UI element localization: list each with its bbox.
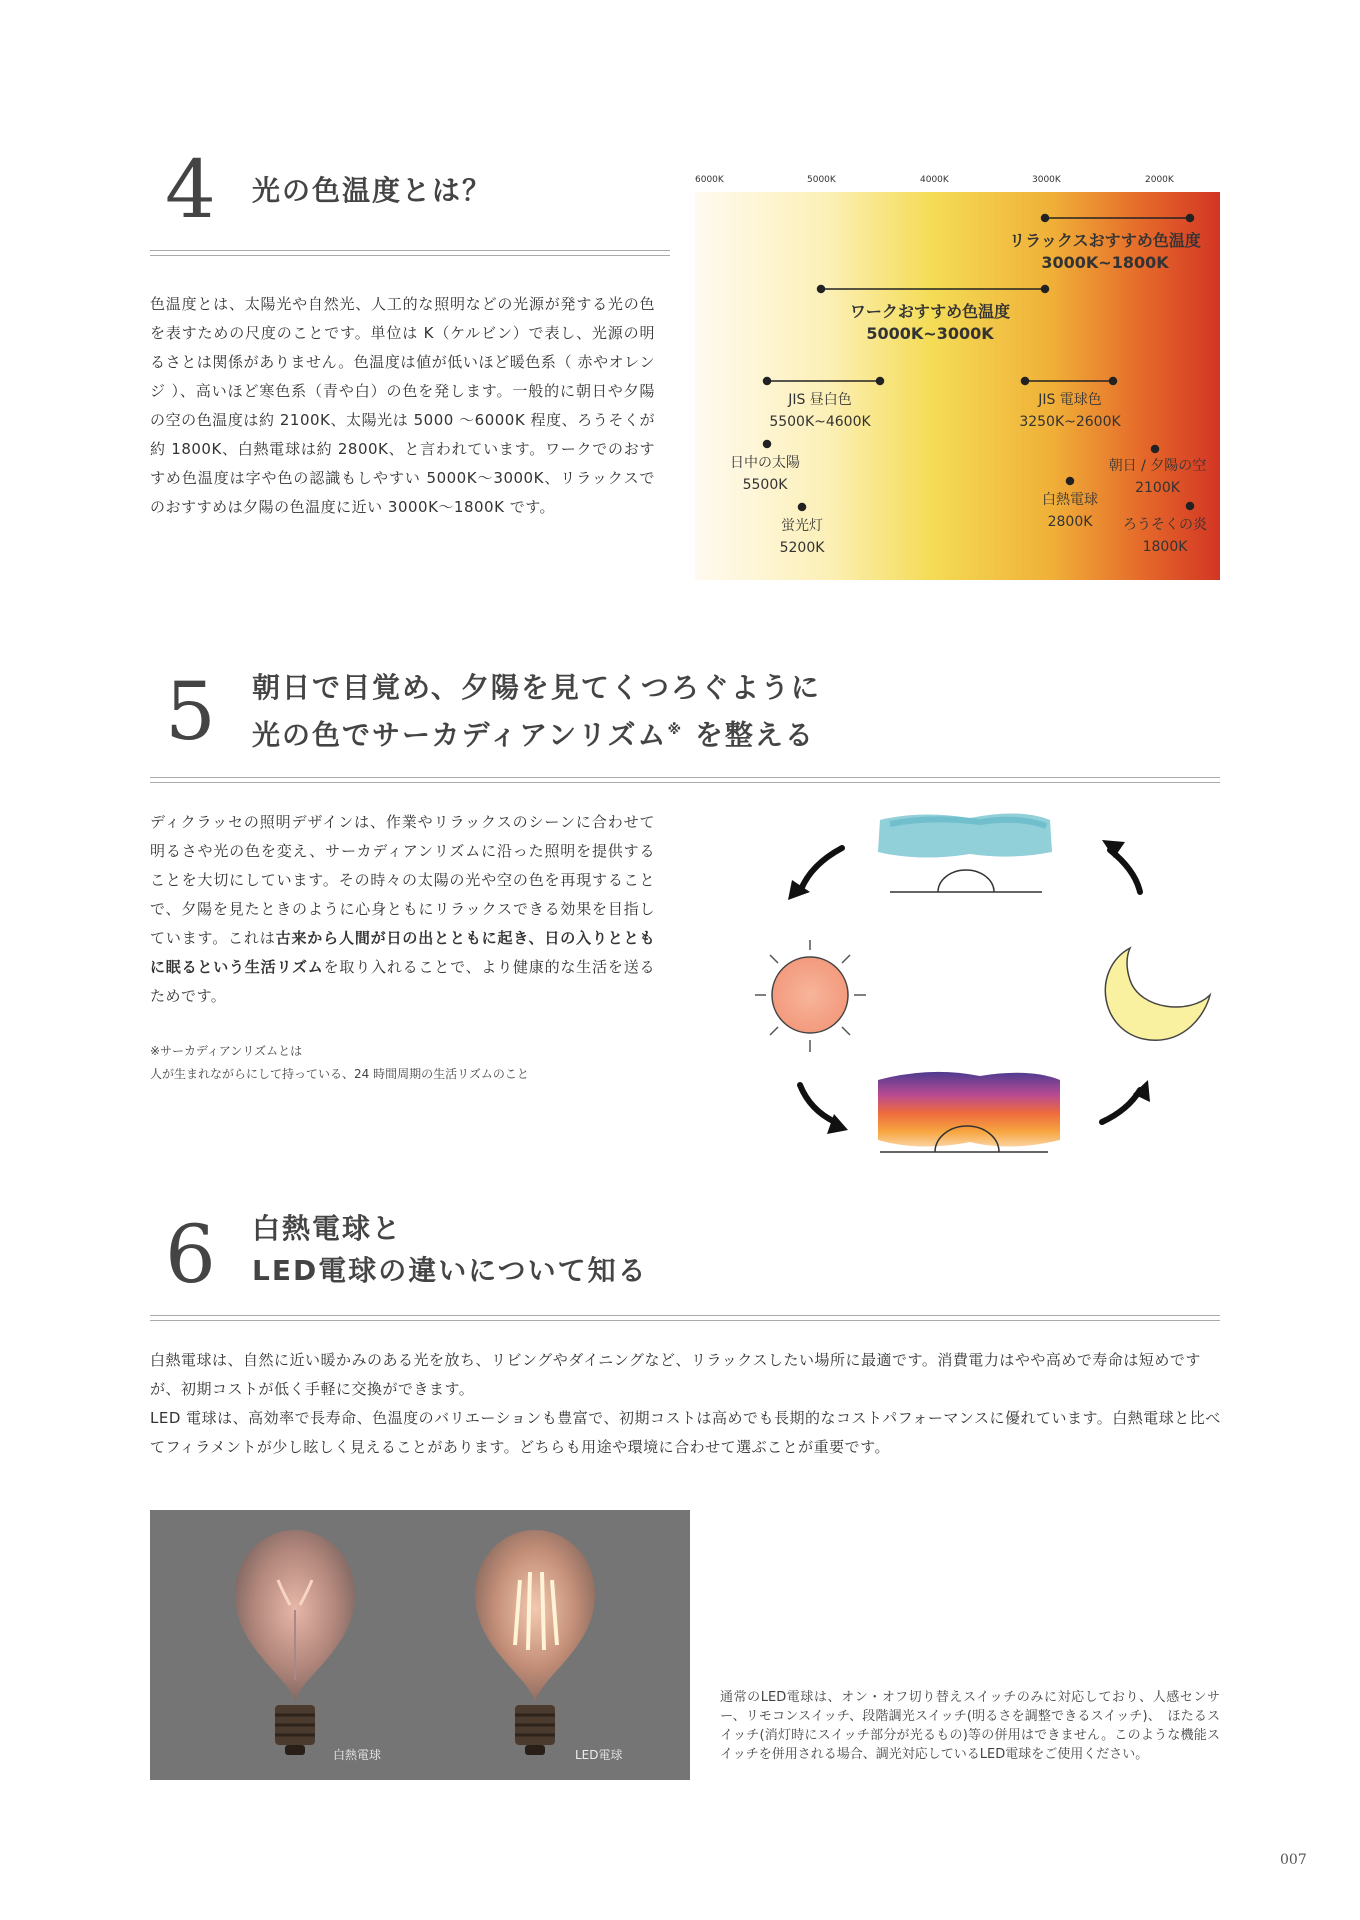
work-range-label: ワークおすすめ色温度 5000K~3000K [849,302,1011,343]
color-temperature-chart [695,170,1220,580]
bulbs-illustration [150,1510,690,1780]
daylight-sun-label: 日中の太陽 5500K [730,455,800,493]
incandescent-caption: 白熱電球 [333,1748,382,1762]
sunrise-sky-icon [878,813,1052,892]
sunset-sky-icon [878,1072,1060,1152]
circadian-cycle-illustration [730,800,1220,1180]
section-rule [150,1315,1220,1321]
arrow-icon [1102,1090,1140,1122]
point-candle [1187,503,1194,510]
tick-label: 5000K [807,175,836,185]
bulb-comparison-photo [150,1510,690,1780]
tick-label: 2000K [1145,175,1174,185]
section-paragraph: 色温度とは、太陽光や自然光、人工的な照明などの光源が発する光の色を表すための尺度のことです。単位は K（ケルビン）で表し、光源の明るさとは関係がありません。色温度は値が低いほど暖色系（ 赤やオレンジ ）、高いほど寒色系（青や白）の色を発します。一般的に朝日や夕陽の空の色温度は約 2100K、太陽光は 5000 〜6000K 程度、ろうそくが約 1800K、白熱電球は約 2800K、と言われています。ワークでのおすすめ色温度は字や色の認識もしやすい 5000K〜3000K、リラックスでのおすすめは夕陽の色温度に近い 3000K〜1800K です。 [150,295,655,516]
footnote: ※サーカディアンリズムとは 人が生まれながらにして持っている、24 時間周期の生活リズムのこと [150,1044,529,1081]
section-number: 6 [165,1208,216,1301]
section-number: 4 [165,143,216,236]
section-rule [150,777,1220,783]
tick-label: 6000K [695,175,724,185]
arrowhead-icon [1102,840,1125,858]
incandescent-label: 白熱電球 2800K [1042,492,1098,530]
section-title: 光の色温度とは？ [252,174,493,207]
jis-daywhite-label: JIS 昼白色 5500K~4600K [769,392,871,430]
jis-bulb-label: JIS 電球色 3250K~2600K [1019,392,1121,430]
moon-icon [1105,948,1210,1040]
point-daylight-sun [764,441,771,448]
relax-range-label: リラックスおすすめ色温度 3000K~1800K [1009,231,1201,272]
point-fluorescent [799,504,806,511]
candle-label: ろうそくの炎 1800K [1123,517,1207,555]
led-bulb-icon [475,1530,595,1755]
section-title: 朝日で目覚め、夕陽を見てくつろぐように 光の色でサーカディアンリズム※ を整える [252,671,821,752]
section-paragraph: 白熱電球は、自然に近い暖かみのある光を放ち、リビングやダイニングなど、リラックスしたい場所に最適です。消費電力はやや高めで寿命は短めですが、初期コストが低く手軽に交換ができます。 LED 電球は、高効率で長寿命、色温度のバリエーションも豊富で、初期コストは高めでも長期的なコストパフォーマンスに優れています。白熱電球と比べてフィラメントが少し眩しく見えることがあります。どちらも用途や環境に合わせて選ぶことが重要です。 [150,1351,1221,1456]
tick-label: 3000K [1032,175,1061,185]
section-title: 白熱電球と LED電球の違いについて知る [252,1212,648,1287]
tick-label: 4000K [920,175,949,185]
arrow-icon [800,848,842,892]
point-morning-sky [1152,446,1159,453]
page-number: 007 [1280,1852,1307,1868]
section-rule [150,250,670,256]
morning-sky-label: 朝日 / 夕陽の空 2100K [1108,458,1207,496]
section-paragraph: ディクラッセの照明デザインは、作業やリラックスのシーンに合わせて明るさや光の色を変え、サーカディアンリズムに沿った照明を提供することを大切にしています。その時々の太陽の光や空の色を再現することで、夕陽を見たときのように心身ともにリラックスできる効果を目指しています。これは古来から人間が日の出とともに起き、日の入りとともに眠るという生活リズムを取り入れることで、より健康的な生活を送るためです。 [150,813,656,1005]
arrow-icon [800,1085,835,1122]
led-note: 通常のLED電球は、オン・オフ切り替えスイッチのみに対応しており、人感センサー、リモコンスイッチ、段階調光スイッチ(明るさを調整できるスイッチ)、 ほたるスイッチ(消灯時にスイッチ部分が光るもの)等の併用はできません。このような機能スイッチを併用される場合、調光対応しているLED電球をご使用ください。 [720,1690,1220,1762]
section-number: 5 [165,665,216,758]
fluorescent-label: 蛍光灯 5200K [779,518,825,556]
point-incandescent [1067,478,1074,485]
led-caption: LED電球 [575,1748,623,1762]
sun-icon [755,940,866,1052]
incandescent-bulb-icon [235,1530,355,1755]
